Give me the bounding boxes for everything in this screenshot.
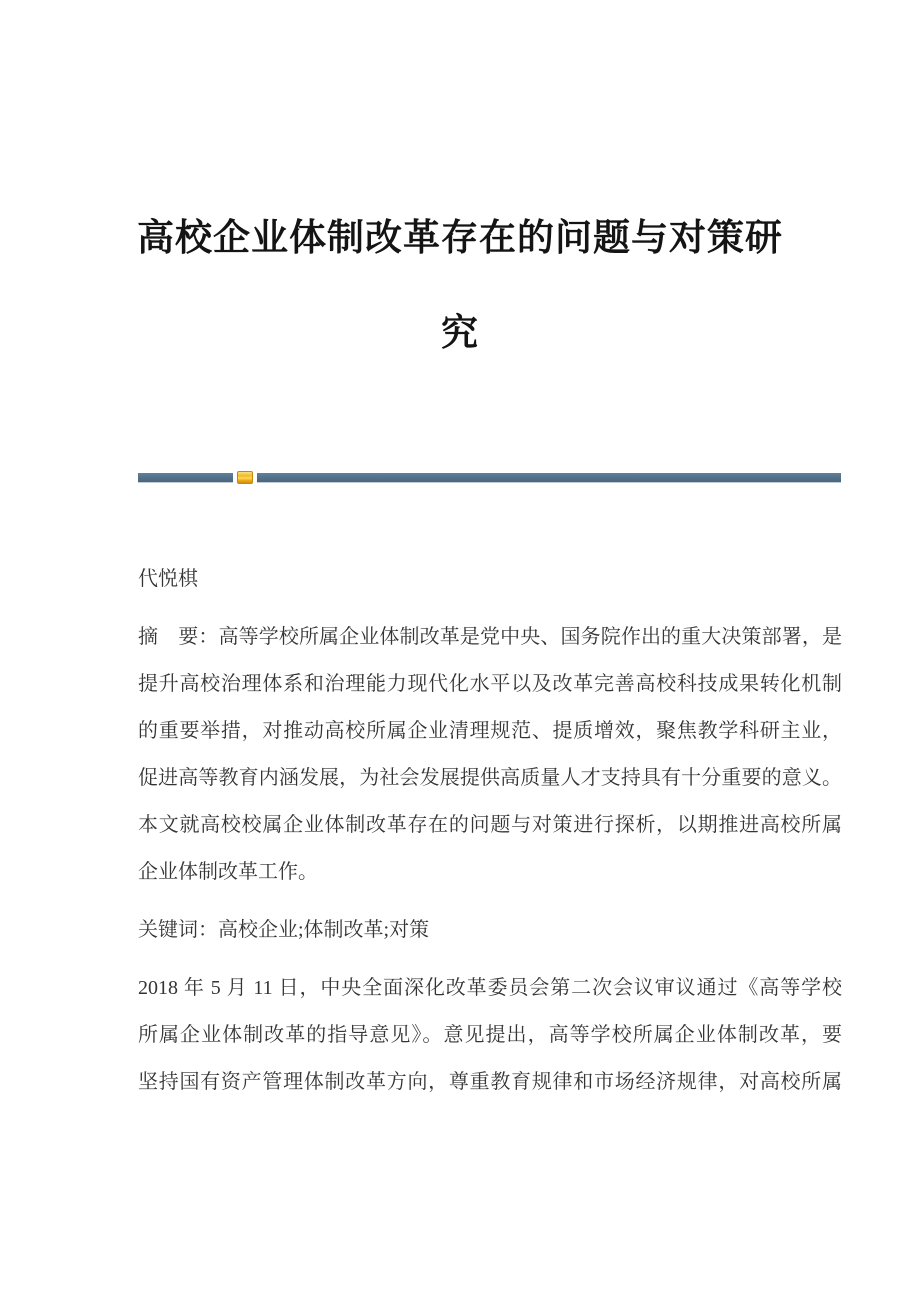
author-name: 代悦棋 bbox=[138, 568, 198, 590]
text-line: 2018 年 5 月 11 日，中央全面深化改革委员会第二次会议审议通过《高等学校 bbox=[138, 977, 842, 999]
body-paragraph bbox=[138, 965, 842, 1106]
text-line: 企业体制改革工作。 bbox=[138, 861, 318, 883]
divider-icon-slot bbox=[233, 471, 257, 484]
text-line: 促进高等教育内涵发展，为社会发展提供高质量人才支持具有十分重要的意义。 bbox=[138, 767, 842, 789]
envelope-marker-icon bbox=[237, 471, 253, 484]
section-divider bbox=[138, 471, 841, 484]
divider-bar-left bbox=[138, 473, 233, 482]
text-line: 摘 要：高等学校所属企业体制改革是党中央、国务院作出的重大决策部署，是 bbox=[138, 626, 842, 648]
document-title bbox=[0, 0, 920, 381]
keywords-line: 关键词：高校企业;体制改革;对策 bbox=[138, 919, 430, 941]
document-body bbox=[138, 556, 842, 1106]
author-line bbox=[138, 556, 842, 603]
text-line: 坚持国有资产管理体制改革方向，尊重教育规律和市场经济规律，对高校所属 bbox=[138, 1071, 842, 1093]
text-line: 所属企业体制改革的指导意见》。意见提出，高等学校所属企业体制改革，要 bbox=[138, 1024, 842, 1046]
divider-bar-right bbox=[257, 473, 841, 482]
text-line: 提升高校治理体系和治理能力现代化水平以及改革完善高校科技成果转化机制 bbox=[138, 673, 842, 695]
text-line: 的重要举措，对推动高校所属企业清理规范、提质增效，聚焦教学科研主业， bbox=[138, 720, 842, 742]
title-line-2: 究 bbox=[441, 313, 479, 354]
text-line: 本文就高校校属企业体制改革存在的问题与对策进行探析，以期推进高校所属 bbox=[138, 814, 842, 836]
abstract-paragraph bbox=[138, 614, 842, 896]
title-line-1: 高校企业体制改革存在的问题与对策研 bbox=[137, 218, 783, 259]
keywords-paragraph bbox=[138, 907, 842, 954]
